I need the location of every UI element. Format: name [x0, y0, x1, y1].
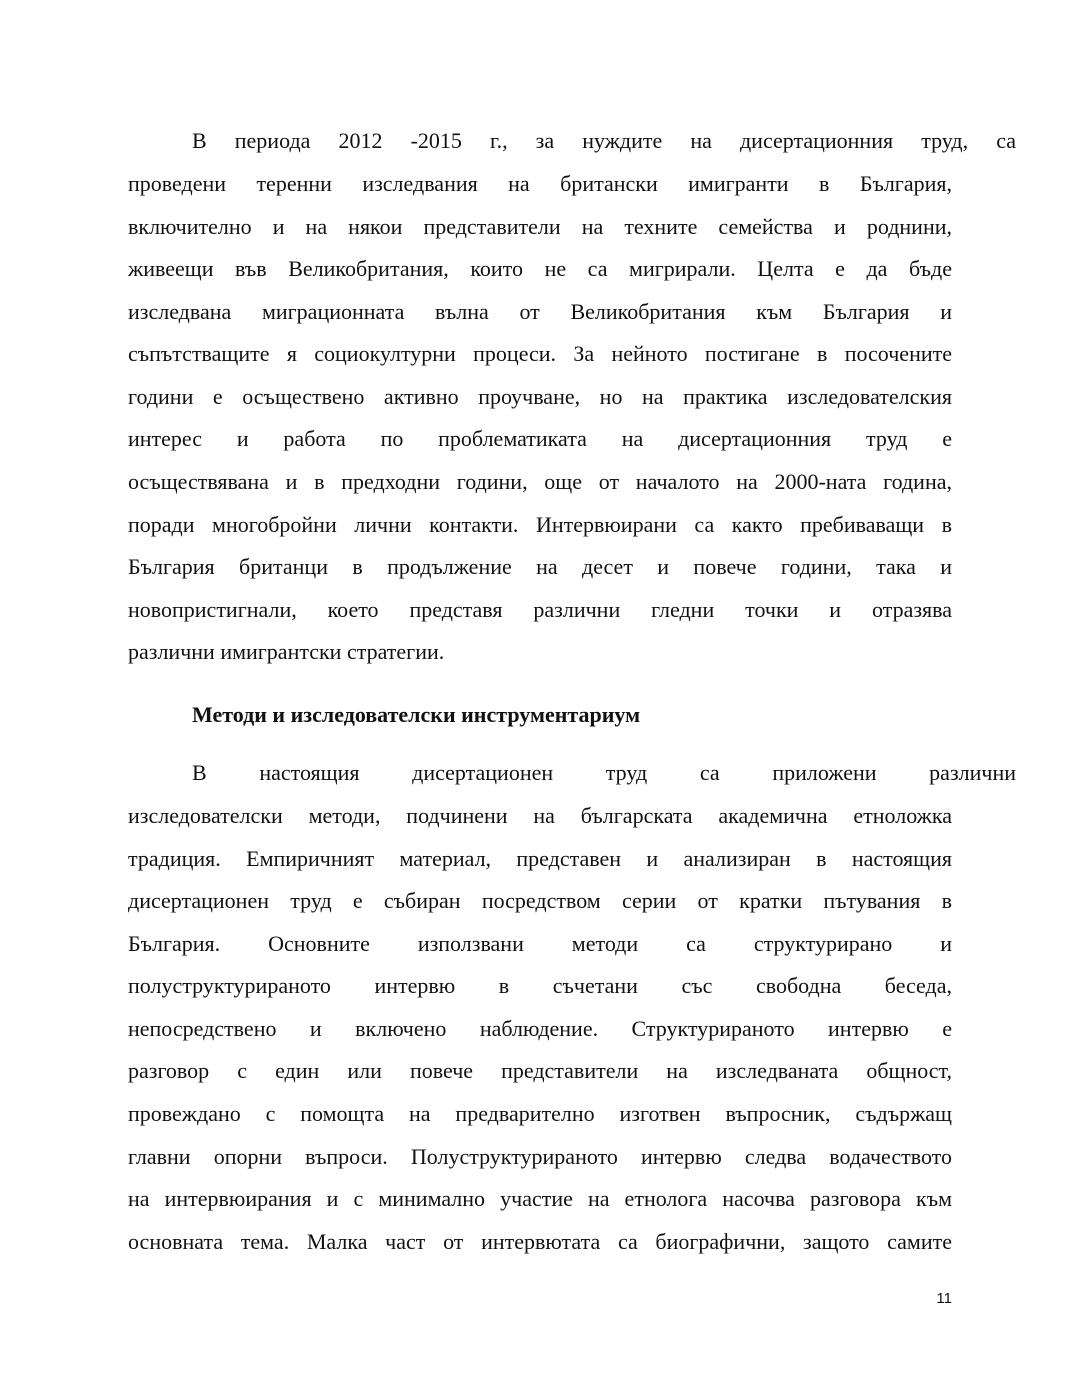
paragraph-line: включително и на някои представители на техните семейства и роднини, — [128, 214, 952, 239]
paragraph-line: В периода 2012 -2015 г., за нуждите на дисертационния труд, са — [192, 128, 1016, 153]
paragraph-line: изследователски методи, подчинени на българската академична етноложка — [128, 803, 952, 828]
paragraph-line: поради многобройни лични контакти. Интервюирани са както пребиваващи в — [128, 512, 952, 537]
paragraph-line: на интервюирания и с минимално участие на етнолога насочва разговора към — [128, 1186, 952, 1211]
paragraph-line: разговор с един или повече представители на изследваната общност, — [128, 1058, 952, 1083]
paragraph-line: изследвана миграционната вълна от Великобритания към България и — [128, 299, 952, 324]
paragraph-line: В настоящия дисертационен труд са приложени различни — [192, 760, 1016, 785]
paragraph-line: различни имигрантски стратегии. — [128, 639, 445, 664]
paragraph-line: провеждано с помощта на предварително изготвен въпросник, съдържащ — [128, 1101, 952, 1126]
section-heading: Методи и изследователски инструментариум — [192, 702, 641, 727]
paragraph-line: интерес и работа по проблематиката на дисертационния труд е — [128, 426, 952, 451]
paragraph-line: основната тема. Малка част от интервютата са биографични, защото самите — [128, 1229, 952, 1254]
paragraph-line: съпътстващите я социокултурни процеси. За нейното постигане в посочените — [128, 341, 952, 366]
paragraph-line: дисертационен труд е събиран посредством серии от кратки пътувания в — [128, 888, 952, 913]
paragraph-line: новопристигнали, което представя различни гледни точки и отразява — [128, 597, 952, 622]
paragraph-line: традиция. Емпиричният материал, представен и анализиран в настоящия — [128, 846, 952, 871]
paragraph-line: България британци в продължение на десет и повече години, така и — [128, 554, 952, 579]
paragraph-line: осъществявана и в предходни години, още от началото на 2000-ната година, — [128, 469, 952, 494]
paragraph-line: проведени теренни изследвания на британски имигранти в България, — [128, 171, 952, 196]
paragraph-line: полуструктурираното интервю в съчетани със свободна беседа, — [128, 973, 952, 998]
paragraph-line: години е осъществено активно проучване, но на практика изследователския — [128, 384, 952, 409]
paragraph-line: България. Основните използвани методи са структурирано и — [128, 931, 952, 956]
paragraph-line: главни опорни въпроси. Полуструктурираното интервю следва водачеството — [128, 1144, 952, 1169]
paragraph-line: непосредствено и включено наблюдение. Структурираното интервю е — [128, 1016, 952, 1041]
page-number: 11 — [936, 1290, 952, 1307]
paragraph-line: живеещи във Великобритания, които не са мигрирали. Целта е да бъде — [128, 256, 952, 281]
